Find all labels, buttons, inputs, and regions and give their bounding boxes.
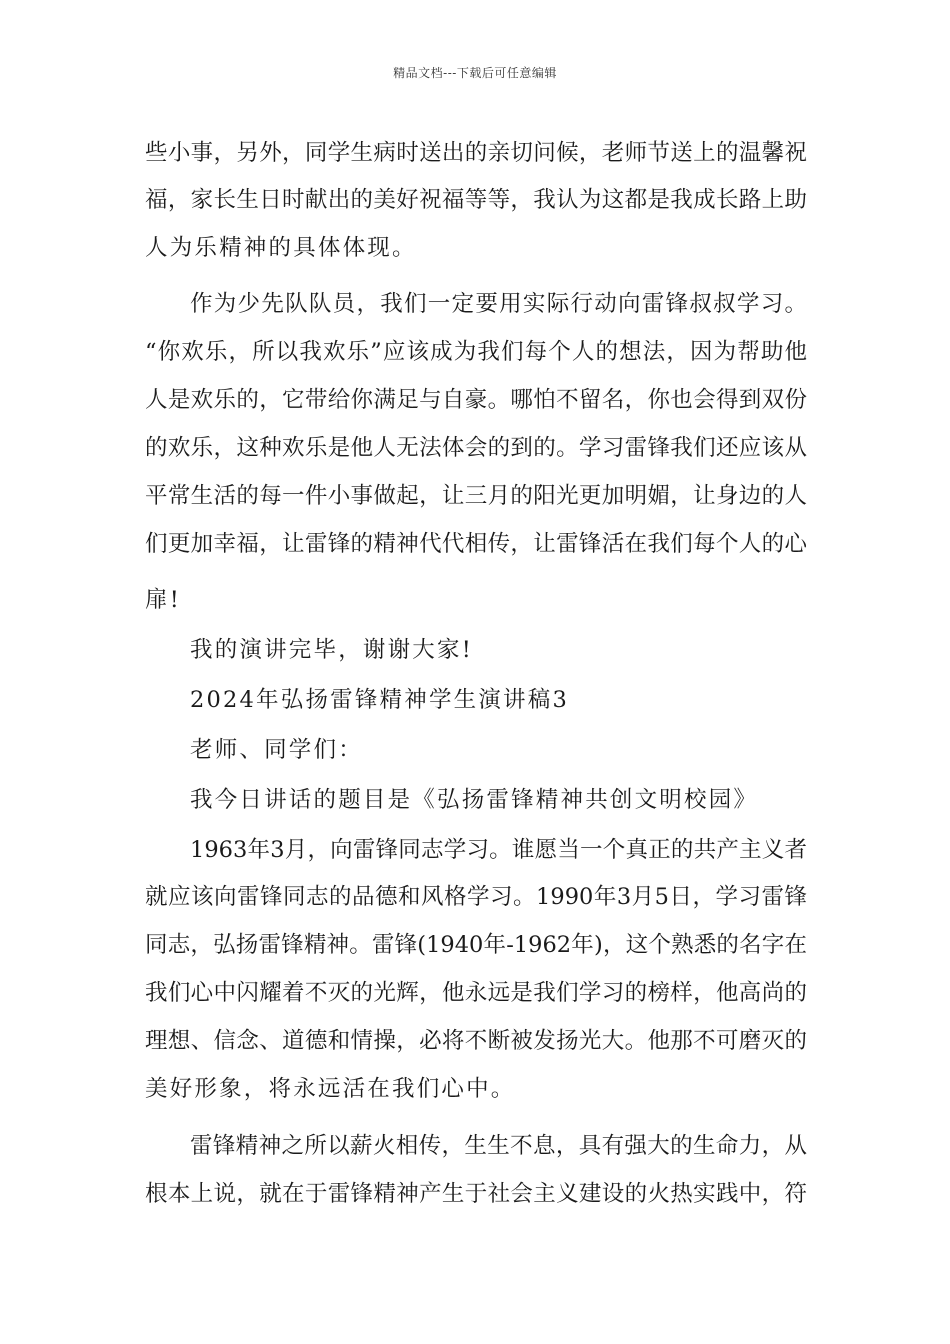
text-line: 根本上说，就在于雷锋精神产生于社会主义建设的火热实践中，符 bbox=[145, 1181, 807, 1207]
text-line: “你欢乐，所以我欢乐”应该成为我们每个人的想法，因为帮助他 bbox=[145, 339, 807, 365]
salutation: 老师、同学们： bbox=[190, 737, 363, 763]
paragraph-start-line: 雷锋精神之所以薪火相传，生生不息，具有强大的生命力，从 bbox=[190, 1133, 807, 1159]
text-line: 同志，弘扬雷锋精神。雷锋(1940年-1962年)，这个熟悉的名字在 bbox=[145, 932, 807, 958]
text-line: 平常生活的每一件小事做起，让三月的阳光更加明媚，让身边的人 bbox=[145, 483, 807, 509]
text-line: 扉! bbox=[145, 587, 181, 613]
closing-line: 我的演讲完毕，谢谢大家! bbox=[190, 637, 473, 663]
text-line: 美好形象，将永远活在我们心中。 bbox=[145, 1076, 516, 1102]
text-line: 的欢乐，这种欢乐是他人无法体会的到的。学习雷锋我们还应该从 bbox=[145, 435, 807, 461]
text-line: 些小事，另外，同学生病时送出的亲切问候，老师节送上的温馨祝 bbox=[145, 140, 807, 166]
text-line: 就应该向雷锋同志的品德和风格学习。1990年3月5日，学习雷锋 bbox=[145, 884, 807, 910]
speech-topic: 我今日讲话的题目是《弘扬雷锋精神共创文明校园》 bbox=[190, 787, 759, 813]
text-line: 们更加幸福，让雷锋的精神代代相传，让雷锋活在我们每个人的心 bbox=[145, 531, 807, 557]
paragraph-start-line: 1963年3月，向雷锋同志学习。谁愿当一个真正的共产主义者 bbox=[190, 837, 807, 863]
text-line: 福，家长生日时献出的美好祝福等等，我认为这都是我成长路上助 bbox=[145, 187, 807, 213]
text-line: 人为乐精神的具体体现。 bbox=[145, 235, 417, 261]
paragraph-start-line: 作为少先队队员，我们一定要用实际行动向雷锋叔叔学习。 bbox=[190, 291, 807, 317]
page-header-watermark: 精品文档---下载后可任意编辑 bbox=[393, 66, 557, 80]
text-line: 我们心中闪耀着不灭的光辉，他永远是我们学习的榜样，他高尚的 bbox=[145, 980, 807, 1006]
speech-title: 2024年弘扬雷锋精神学生演讲稿3 bbox=[190, 687, 569, 713]
text-line: 理想、信念、道德和情操，必将不断被发扬光大。他那不可磨灭的 bbox=[145, 1028, 807, 1054]
text-line: 人是欢乐的，它带给你满足与自豪。哪怕不留名，你也会得到双份 bbox=[145, 387, 807, 413]
